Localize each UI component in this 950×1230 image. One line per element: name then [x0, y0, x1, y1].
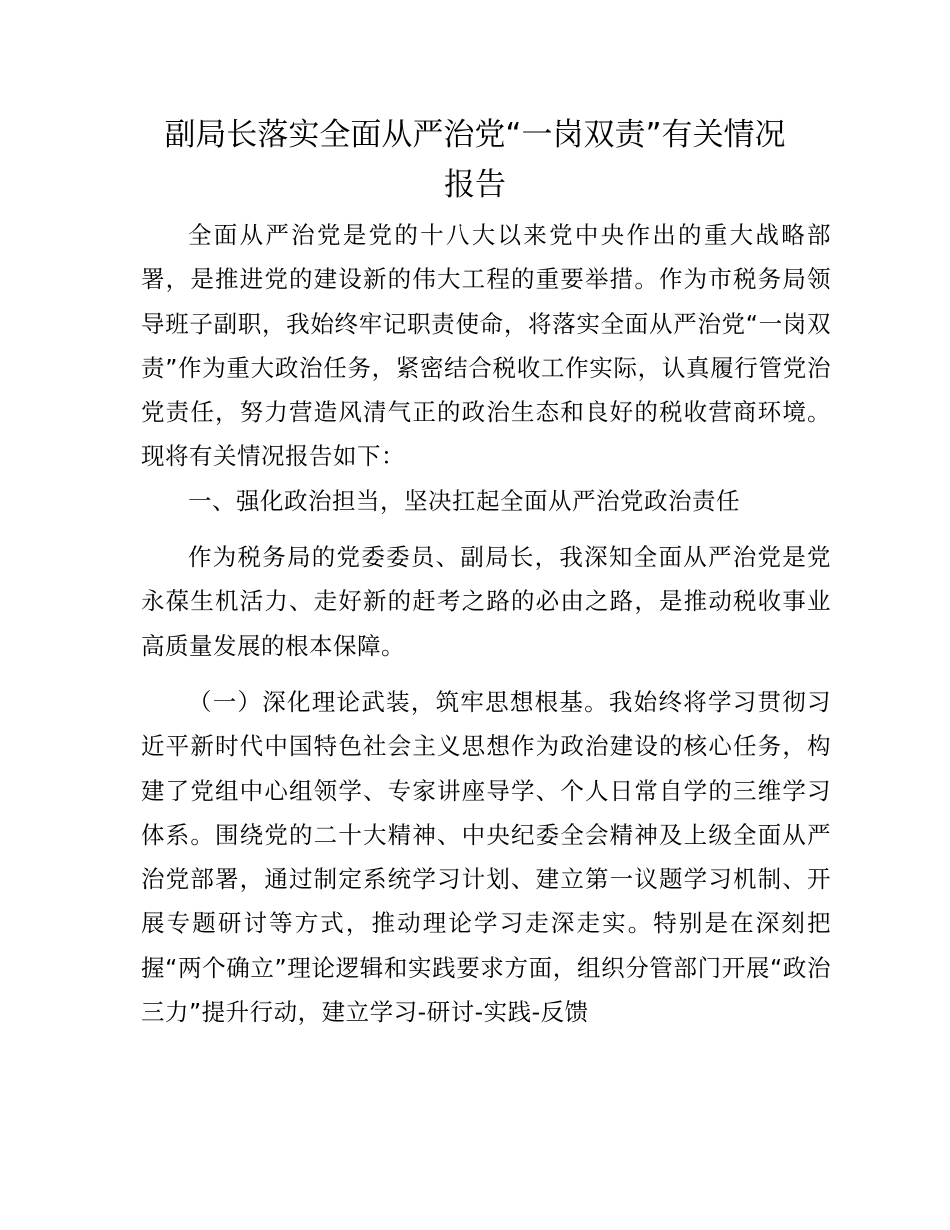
document-title: [100, 110, 850, 210]
document-body: [141, 213, 831, 1034]
body-paragraph: （一）深化理论武装，筑牢思想根基。我始终将学习贯彻习近平新时代中国特色社会主义思想作为政治建设的核心任务，构建了党组中心组领学、专家讲座导学、个人日常自学的三维学习体系。围绕党的二十大精神、中央纪委全会精神及上级全面从严治党部署，通过制定系统学习计划、建立第一议题学习机制、开展专题研讨等方式，推动理论学习走深走实。特别是在深刻把握“两个确立”理论逻辑和实践要求方面，组织分管部门开展“政治三力”提升行动，建立学习-研讨-实践-反馈: [141, 687, 831, 1027]
title-line-2: 报告: [444, 167, 506, 203]
section-heading: 一、强化政治担当，坚决扛起全面从严治党政治责任: [188, 486, 740, 515]
title-line-1: 副局长落实全面从严治党“一岗双责”有关情况: [164, 117, 786, 153]
body-paragraph: 作为税务局的党委委员、副局长，我深知全面从严治党是党永葆生机活力、走好新的赶考之路的必由之路，是推动税收事业高质量发展的根本保障。: [141, 543, 831, 660]
intro-paragraph: 全面从严治党是党的十八大以来党中央作出的重大战略部署，是推进党的建设新的伟大工程的重要举措。作为市税务局领导班子副职，我始终牢记职责使命，将落实全面从严治党“一岗双责”作为重大政治任务，紧密结合税收工作实际，认真履行管党治党责任，努力营造风清气正的政治生态和良好的税收营商环境。现将有关情况报告如下：: [141, 221, 831, 471]
